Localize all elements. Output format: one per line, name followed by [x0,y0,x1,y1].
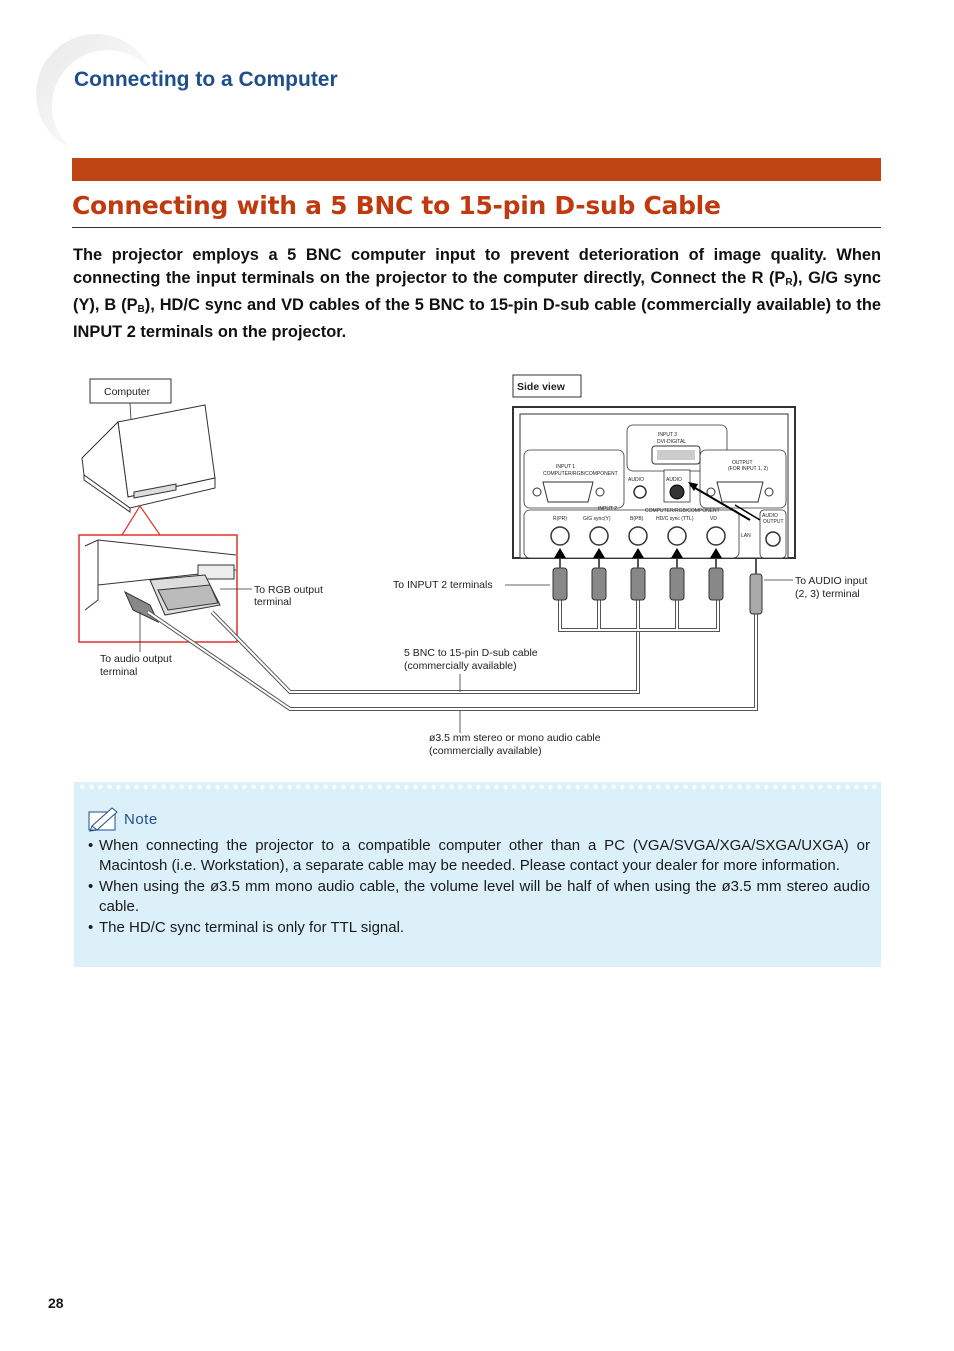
panel-input1: INPUT 1 [556,464,576,470]
note-item: • When connecting the projector to a compatible computer other than a PC (VGA/SVGA/XGA/SXGA/UXGA) or Macintosh (i.e. Workstation), a separate cable may be needed. Please contact your dealer for more information. [88,836,870,877]
intro-paragraph [73,244,881,344]
connection-diagram [0,360,954,770]
label-audio-cable-2: (commercially available) [429,745,542,757]
panel-input3: INPUT 3 [658,432,678,438]
label-bnc-cable-2: (commercially available) [404,660,517,672]
side-view-label: Side view [517,381,565,393]
label-rgb-output-2: terminal [254,596,292,608]
bnc-label-b: B(PB) [630,516,644,522]
bnc-label-vd: VD [710,516,717,522]
bnc-label-hd: HD/C sync (TTL) [656,516,694,522]
label-bnc-cable-1: 5 BNC to 15-pin D-sub cable [404,647,538,659]
bnc-label-g: G/G sync(Y) [583,516,611,522]
panel-audio2: AUDIO [666,477,682,483]
panel-audio-output: AUDIO [762,513,778,519]
note-item: • When using the ø3.5 mm mono audio cable, the volume level will be half of when using the ø3.5 mm stereo audio cable. [88,877,870,918]
intro-part-1: The projector employs a 5 BNC computer input to prevent deterioration of image quality. When connecting the input terminals on the projector to the computer directly, Connect the R (P [73,246,881,287]
computer-label: Computer [104,386,151,398]
note-list [88,836,870,938]
heading-rule [72,227,881,228]
intro-sub-r: R [785,277,793,288]
bnc-connectors [553,568,762,614]
intro-part-3: ), HD/C sync and VD cables of the 5 BNC to 15-pin D-sub cable (commercially available) to the INPUT 2 terminals on the projector. [73,296,881,341]
panel-audio1: AUDIO [628,477,644,483]
label-rgb-output-1: To RGB output [254,584,323,596]
panel-input2-sub: COMPUTER/RGB/COMPONENT [645,508,720,514]
panel-lan: LAN [741,533,751,539]
label-audio-output-2: terminal [100,666,138,678]
label-audio-input-2: (2, 3) terminal [795,588,860,600]
note-dotted-border [78,784,878,790]
panel-input1-sub: COMPUTER/RGB/COMPONENT [543,471,618,477]
label-to-input2: To INPUT 2 terminals [393,579,493,591]
label-audio-cable-1: ø3.5 mm stereo or mono audio cable [429,732,601,744]
note-item: • The HD/C sync terminal is only for TTL signal. [88,918,870,938]
intro-part-2: ), G/G sync (Y), B (P [73,269,882,314]
pencil-icon [86,804,122,832]
section-title: Connecting to a Computer [74,68,338,91]
note-title: Note [124,811,158,828]
page-heading: Connecting with a 5 BNC to 15-pin D-sub Cable [72,191,721,220]
laptop-icon [82,405,215,512]
label-audio-output-1: To audio output [100,653,172,665]
panel-dvi: DVI-DIGITAL [657,439,687,445]
panel-audio-output-sub: OUTPUT [763,519,784,525]
label-audio-input-1: To AUDIO input [795,575,868,587]
panel-input2: INPUT 2 [598,506,618,512]
panel-output: OUTPUT [732,460,753,466]
heading-bar [72,158,881,181]
intro-sub-b: B [137,304,145,315]
projector-panel [513,407,795,558]
page-number: 28 [48,1295,64,1311]
bnc-label-r: R(PR) [553,516,567,522]
decorative-arc-mask [52,50,164,162]
panel-output-sub: (FOR INPUT 1, 2) [728,466,768,472]
